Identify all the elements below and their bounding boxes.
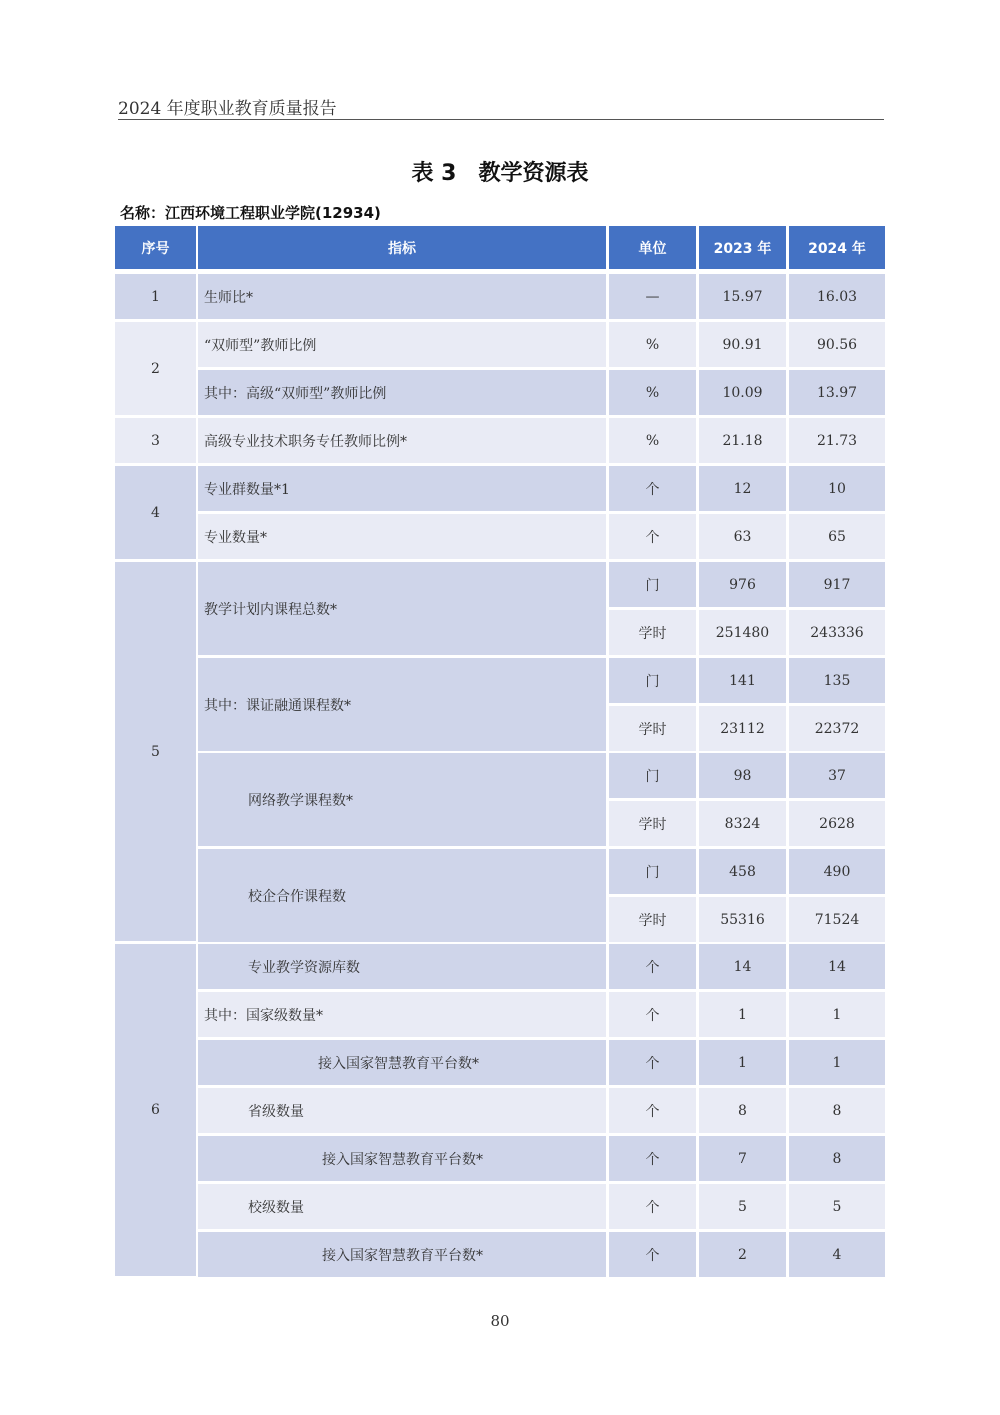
- indicator-cell: “双师型”教师比例: [198, 322, 606, 367]
- unit-cell: 个: [609, 514, 696, 559]
- indicator-cell: 其中：国家级数量*: [198, 992, 606, 1037]
- value-2024-cell: 13.97: [789, 370, 885, 415]
- indicator-cell: 教学计划内课程总数*: [198, 562, 606, 655]
- value-2024-cell: 1: [789, 1040, 885, 1085]
- value-2024-cell: 21.73: [789, 418, 885, 463]
- unit-cell: 个: [609, 1040, 696, 1085]
- unit-cell: 个: [609, 1136, 696, 1181]
- value-2023-cell: 14: [699, 944, 786, 989]
- indicator-cell: 生师比*: [198, 274, 606, 319]
- unit-cell: —: [609, 274, 696, 319]
- value-2024-cell: 1: [789, 992, 885, 1037]
- unit-cell: 门: [609, 753, 696, 798]
- col-header-2024: 2024 年: [789, 226, 885, 269]
- institution-name: 名称：江西环境工程职业学院(12934): [120, 204, 381, 222]
- value-2024-cell: 243336: [789, 610, 885, 655]
- unit-cell: 门: [609, 562, 696, 607]
- value-2024-cell: 37: [789, 753, 885, 798]
- seq-cell: 6: [115, 944, 196, 1276]
- unit-cell: 个: [609, 1232, 696, 1277]
- indicator-cell: 校级数量: [198, 1184, 606, 1229]
- value-2023-cell: 8: [699, 1088, 786, 1133]
- unit-cell: 学时: [609, 610, 696, 655]
- indicator-cell: 接入国家智慧教育平台数*: [198, 1232, 606, 1277]
- indicator-cell: 接入国家智慧教育平台数*: [198, 1136, 606, 1181]
- col-header-indicator: 指标: [198, 226, 606, 269]
- unit-cell: 个: [609, 992, 696, 1037]
- seq-cell: 5: [115, 562, 196, 941]
- indicator-cell: 接入国家智慧教育平台数*: [198, 1040, 606, 1085]
- value-2023-cell: 12: [699, 466, 786, 511]
- unit-cell: 个: [609, 944, 696, 989]
- value-2023-cell: 21.18: [699, 418, 786, 463]
- value-2023-cell: 458: [699, 849, 786, 894]
- value-2023-cell: 8324: [699, 801, 786, 846]
- unit-cell: %: [609, 322, 696, 367]
- unit-cell: 个: [609, 466, 696, 511]
- value-2024-cell: 16.03: [789, 274, 885, 319]
- value-2023-cell: 55316: [699, 897, 786, 942]
- value-2023-cell: 98: [699, 753, 786, 798]
- value-2023-cell: 63: [699, 514, 786, 559]
- value-2024-cell: 490: [789, 849, 885, 894]
- value-2024-cell: 90.56: [789, 322, 885, 367]
- value-2023-cell: 15.97: [699, 274, 786, 319]
- value-2023-cell: 1: [699, 992, 786, 1037]
- indicator-cell: 专业群数量*1: [198, 466, 606, 511]
- unit-cell: 学时: [609, 801, 696, 846]
- unit-cell: 门: [609, 849, 696, 894]
- value-2023-cell: 141: [699, 658, 786, 703]
- indicator-cell: 省级数量: [198, 1088, 606, 1133]
- value-2024-cell: 135: [789, 658, 885, 703]
- value-2024-cell: 4: [789, 1232, 885, 1277]
- value-2023-cell: 7: [699, 1136, 786, 1181]
- unit-cell: %: [609, 418, 696, 463]
- seq-cell: 2: [115, 322, 196, 415]
- value-2023-cell: 976: [699, 562, 786, 607]
- indicator-cell: 校企合作课程数: [198, 849, 606, 942]
- col-header-2023: 2023 年: [699, 226, 786, 269]
- page-number: 80: [490, 1312, 510, 1330]
- value-2023-cell: 10.09: [699, 370, 786, 415]
- col-header-seq: 序号: [115, 226, 196, 269]
- value-2024-cell: 10: [789, 466, 885, 511]
- value-2023-cell: 5: [699, 1184, 786, 1229]
- seq-cell: 4: [115, 466, 196, 559]
- value-2023-cell: 90.91: [699, 322, 786, 367]
- indicator-cell: 专业数量*: [198, 514, 606, 559]
- value-2024-cell: 22372: [789, 706, 885, 751]
- indicator-cell: 网络教学课程数*: [198, 753, 606, 846]
- value-2023-cell: 23112: [699, 706, 786, 751]
- value-2023-cell: 2: [699, 1232, 786, 1277]
- value-2024-cell: 5: [789, 1184, 885, 1229]
- unit-cell: %: [609, 370, 696, 415]
- value-2024-cell: 917: [789, 562, 885, 607]
- value-2024-cell: 14: [789, 944, 885, 989]
- unit-cell: 学时: [609, 897, 696, 942]
- unit-cell: 门: [609, 658, 696, 703]
- value-2024-cell: 65: [789, 514, 885, 559]
- seq-cell: 1: [115, 274, 196, 319]
- col-header-unit: 单位: [609, 226, 696, 269]
- unit-cell: 个: [609, 1088, 696, 1133]
- indicator-cell: 其中：高级“双师型”教师比例: [198, 370, 606, 415]
- indicator-cell: 专业教学资源库数: [198, 944, 606, 989]
- unit-cell: 学时: [609, 706, 696, 751]
- value-2024-cell: 8: [789, 1136, 885, 1181]
- value-2024-cell: 2628: [789, 801, 885, 846]
- table-title: 表 3 教学资源表: [411, 161, 589, 186]
- unit-cell: 个: [609, 1184, 696, 1229]
- running-header: 2024 年度职业教育质量报告: [118, 99, 337, 119]
- value-2023-cell: 1: [699, 1040, 786, 1085]
- seq-cell: 3: [115, 418, 196, 463]
- indicator-cell: 高级专业技术职务专任教师比例*: [198, 418, 606, 463]
- value-2023-cell: 251480: [699, 610, 786, 655]
- value-2024-cell: 8: [789, 1088, 885, 1133]
- indicator-cell: 其中：课证融通课程数*: [198, 658, 606, 751]
- value-2024-cell: 71524: [789, 897, 885, 942]
- header-rule: [118, 119, 884, 120]
